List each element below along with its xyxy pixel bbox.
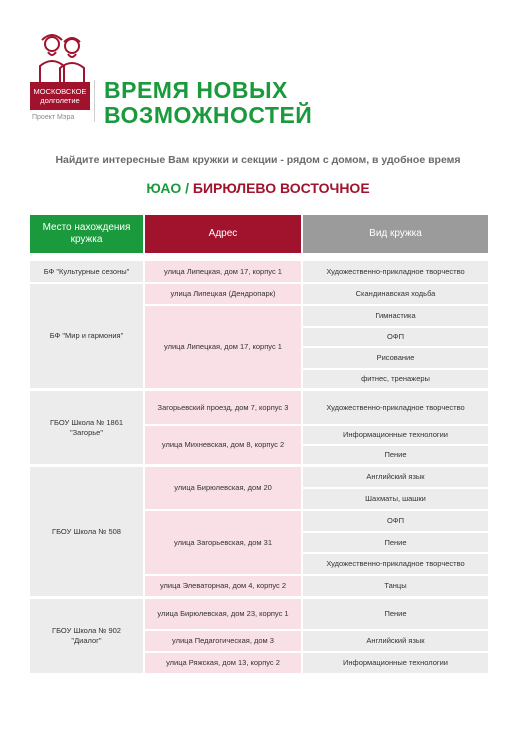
district-okrug: ЮАО [146,180,182,196]
table-cell-address: улица Липецкая (Дендропарк) [145,284,301,304]
table-cell-address: улица Загорьевская, дом 31 [145,511,301,574]
table-cell-activity: фитнес, тренажеры [303,370,488,388]
header-address: Адрес [145,215,301,253]
header-activity: Вид кружка [303,215,488,253]
logo-text-line1: МОСКОВСКОЕ [33,87,87,96]
table-cell-address: улица Липецкая, дом 17, корпус 1 [145,261,301,282]
table-cell-activity: Гимнастика [303,306,488,326]
logo-text-line2: долголетие [40,96,80,105]
table-cell-address: улица Ряжская, дом 13, корпус 2 [145,653,301,673]
table-cell-activity: Информационные технологии [303,426,488,444]
table-cell-place: ГБОУ Школа № 902 "Диалог" [30,599,143,673]
table-cell-place: БФ "Культурные сезоны" [30,261,143,282]
table-cell-activity: ОФП [303,511,488,531]
table-cell-address: улица Бирюлевская, дом 23, корпус 1 [145,599,301,629]
district-slash: / [185,180,190,196]
logo-subtitle: Проект Мэра [32,114,75,121]
table-cell-activity: Художественно-прикладное творчество [303,391,488,424]
table-cell-activity: ОФП [303,328,488,346]
table-cell-activity: Английский язык [303,467,488,487]
table-cell-activity: Художественно-прикладное творчество [303,554,488,574]
table-cell-activity: Шахматы, шашки [303,489,488,509]
table-cell-activity: Английский язык [303,631,488,651]
table-cell-place: БФ "Мир и гармония" [30,284,143,388]
title-line1: ВРЕМЯ НОВЫХ [104,77,288,103]
table-cell-activity: Информационные технологии [303,653,488,673]
district-name: БИРЮЛЕВО ВОСТОЧНОЕ [192,180,370,196]
table-cell-activity: Рисование [303,348,488,368]
table-cell-activity: Пение [303,446,488,464]
page-title [104,78,312,128]
table-cell-activity: Художественно-прикладное творчество [303,261,488,282]
table-cell-activity: Пение [303,533,488,552]
table-cell-activity: Скандинавская ходьба [303,284,488,304]
district-heading [0,180,516,196]
table-cell-address: улица Липецкая, дом 17, корпус 1 [145,306,301,388]
logo-badge [30,82,90,110]
table-cell-address: улица Педагогическая, дом 3 [145,631,301,651]
table-cell-activity: Танцы [303,576,488,596]
table-cell-place: ГБОУ Школа № 1861 "Загорье" [30,391,143,464]
table-cell-address: улица Михневская, дом 8, корпус 2 [145,426,301,464]
title-line2: ВОЗМОЖНОСТЕЙ [104,102,313,128]
table-cell-place: ГБОУ Школа № 508 [30,467,143,596]
header-place: Место нахождения кружка [30,215,143,253]
logo-divider [94,80,95,122]
table-cell-address: улица Элеваторная, дом 4, корпус 2 [145,576,301,596]
table-cell-address: Загорьевский проезд, дом 7, корпус 3 [145,391,301,424]
page-subtitle: Найдите интересные Вам кружки и секции - рядом с домом, в удобное время [55,154,461,166]
elderly-couple-icon [34,28,88,82]
table-cell-address: улица Бирюлевская, дом 20 [145,467,301,509]
table-cell-activity: Пение [303,599,488,629]
